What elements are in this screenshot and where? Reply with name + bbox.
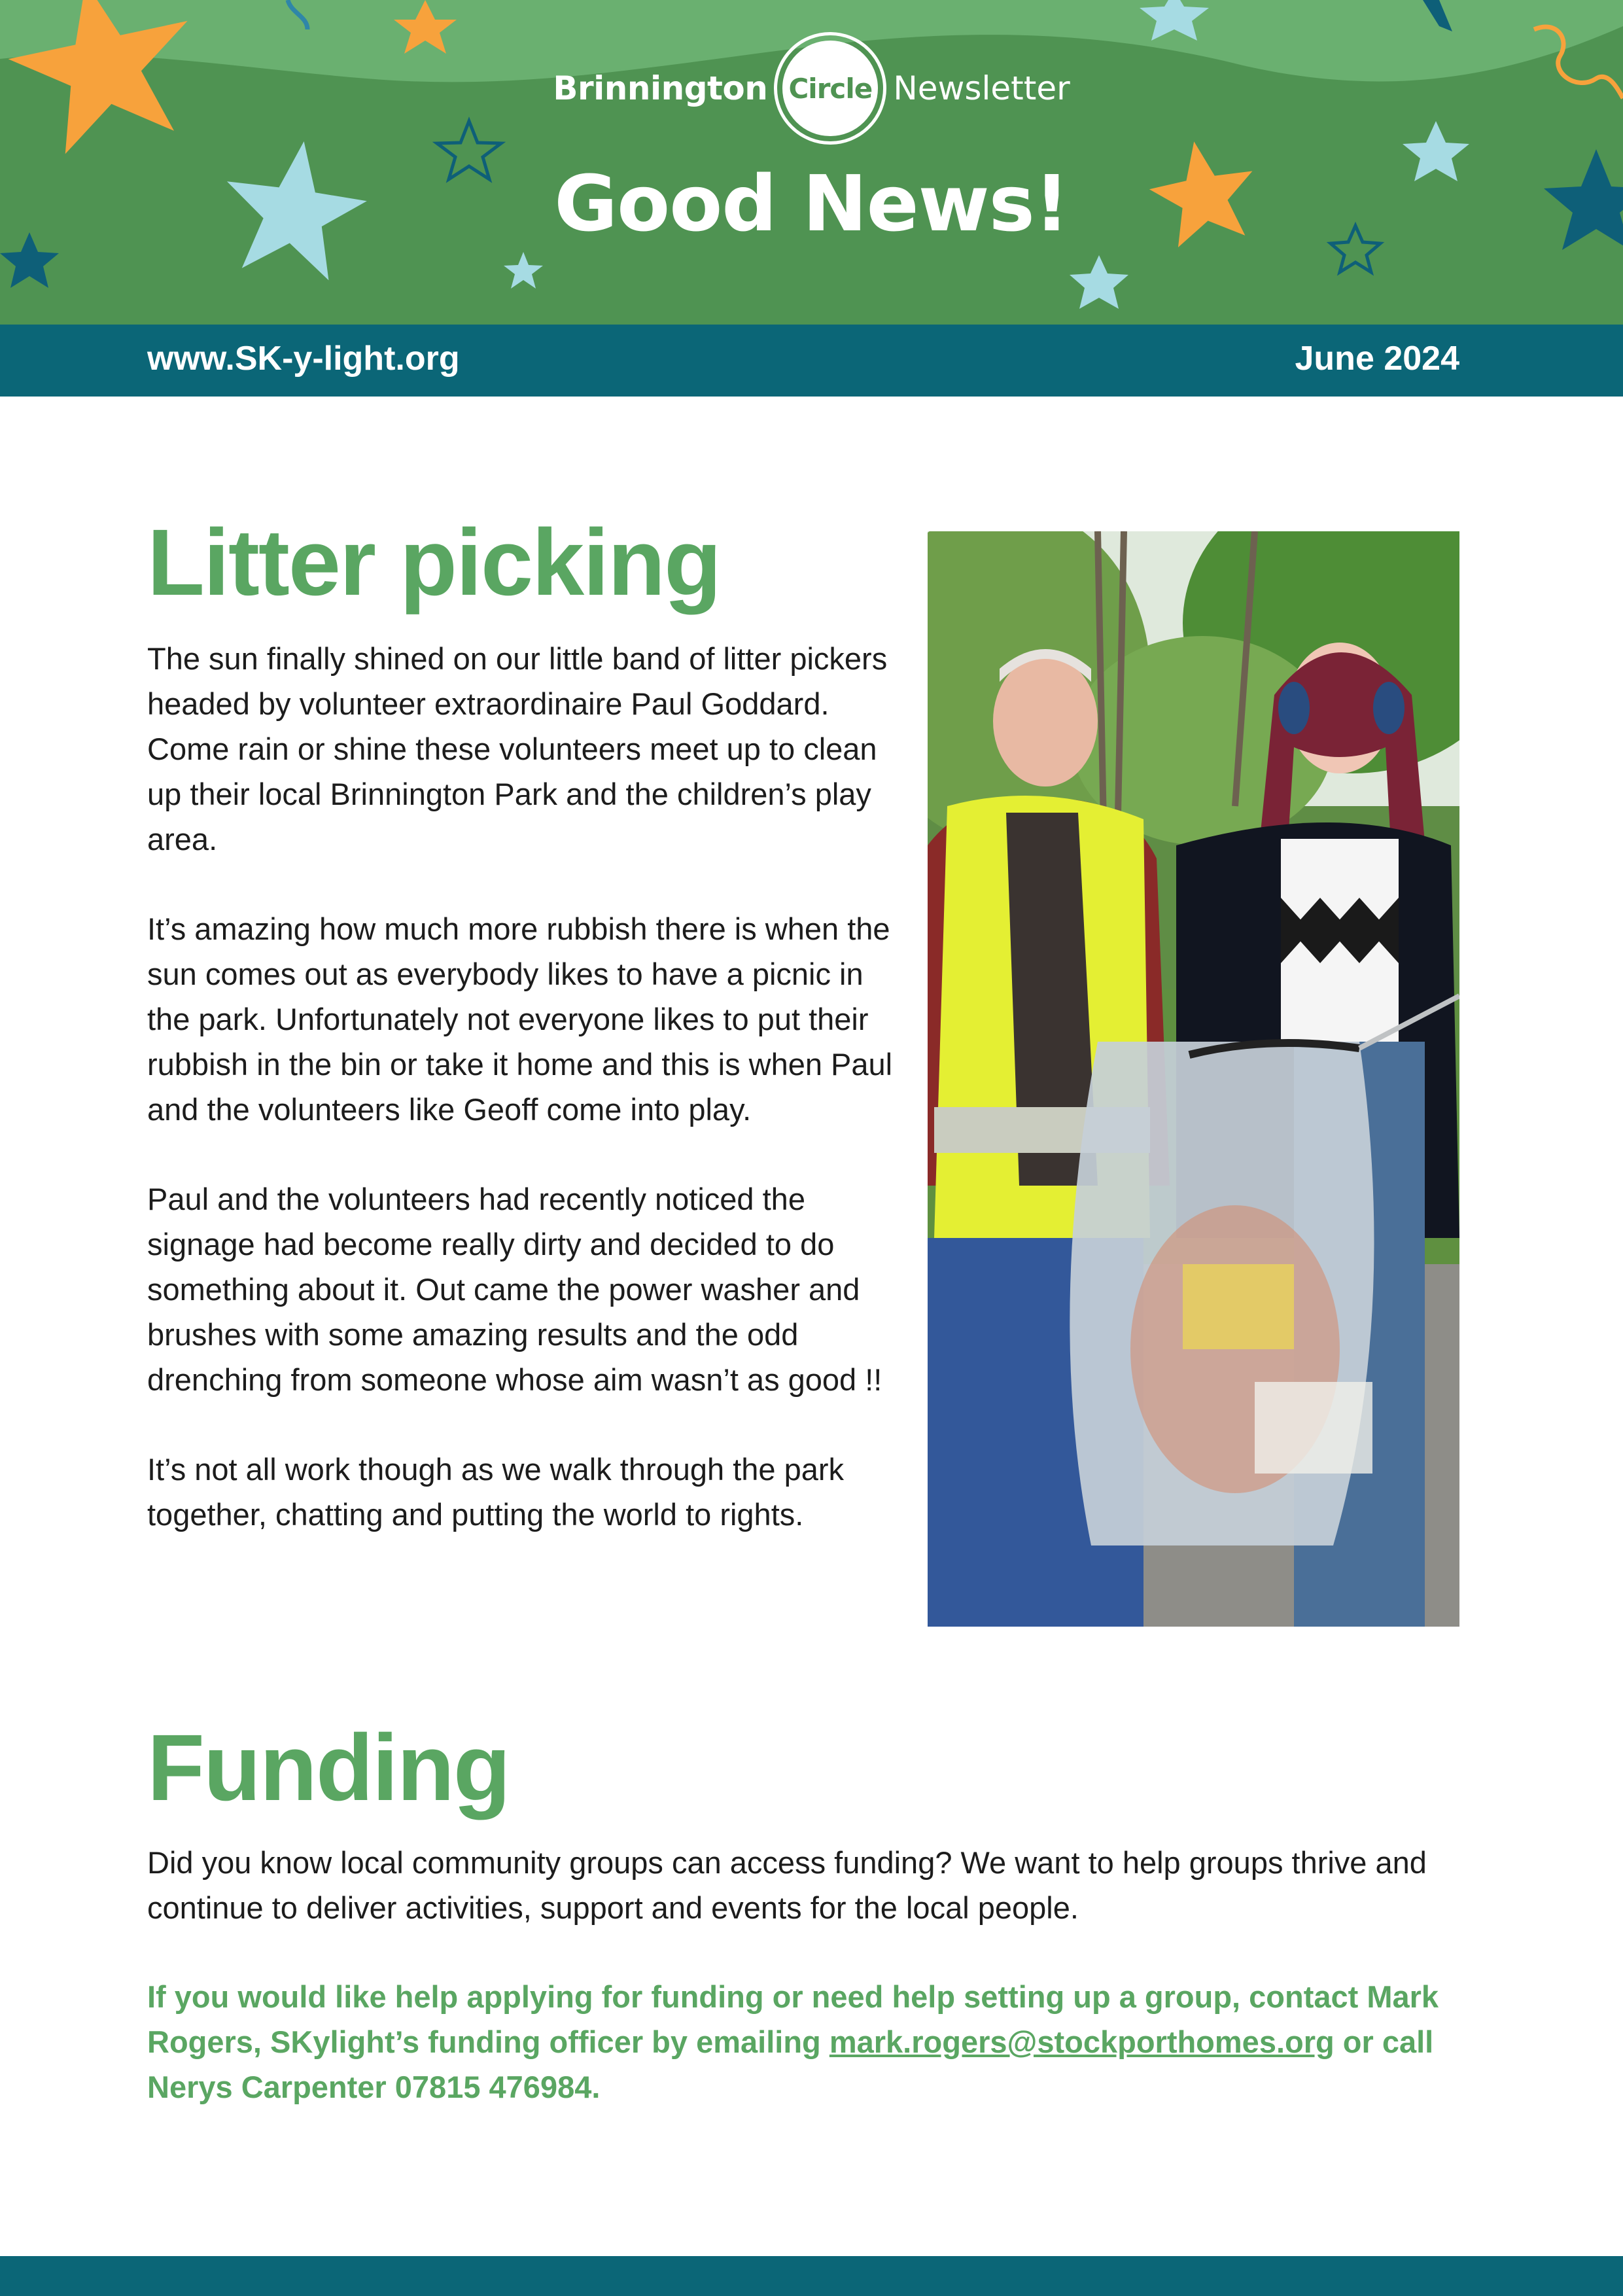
article-paragraph: It’s amazing how much more rubbish there is when the sun comes out as everybody likes to have a picnic in the park. Unfortunately not everyone likes to put their rubbish in the bin or take it home and this is when Paul and the volunteers like Geoff come into play. xyxy=(147,911,893,1127)
funding-intro xyxy=(147,1840,1482,1975)
article-paragraph: It’s not all work though as we walk through the park together, chatting and putting the world to rights. xyxy=(147,1452,845,1532)
newsletter-headline: Good News! xyxy=(554,158,1069,249)
litter-picking-title: Litter picking xyxy=(147,510,721,615)
article-paragraph: Paul and the volunteers had recently noticed the signage had become really dirty and decided to do something about it. Out came the power washer and brushes with some amazing results and the odd drenching from someone whose aim wasn’t as good !! xyxy=(147,1182,882,1397)
article-paragraph: The sun finally shined on our little band of litter pickers headed by volunteer extraordinaire Paul Goddard. Come rain or shine these volunteers meet up to clean up their local Brinnington Park and the children’s play area. xyxy=(147,641,888,857)
photo-illustration xyxy=(928,531,1459,1627)
brand-name-right: Newsletter xyxy=(893,69,1070,107)
masthead-logo xyxy=(0,26,1623,150)
funding-contact xyxy=(147,1974,1482,2110)
contact-text-phone: or call Nerys Carpenter 07815 476984. xyxy=(147,2024,1434,2104)
funding-intro-paragraph: Did you know local community groups can access funding? We want to help groups thrive and continue to deliver activities, support and events for the local people. xyxy=(147,1845,1427,1925)
contact-email-link[interactable]: mark.rogers@stockporthomes.org xyxy=(829,2024,1335,2059)
brand-name-left: Brinnington xyxy=(553,69,768,107)
star-icon xyxy=(1070,255,1128,309)
contact-text: If you would like help applying for funding or need help setting up a group, contact Mark Rogers, SKylight’s funding officer by emailing xyxy=(147,1979,1439,2059)
litter-pickers-photo xyxy=(928,531,1459,1627)
litter-picking-article xyxy=(147,636,893,1581)
funding-title: Funding xyxy=(147,1715,510,1820)
issue-date: June 2024 xyxy=(1295,340,1459,378)
website-link[interactable]: www.SK-y-light.org xyxy=(147,340,460,378)
brand-name-circle: Circle xyxy=(782,41,878,136)
star-icon xyxy=(504,252,543,289)
brand-circle-badge xyxy=(774,32,886,145)
newsletter-header xyxy=(0,0,1623,325)
footer-bar xyxy=(0,2256,1623,2296)
info-bar xyxy=(0,325,1623,397)
